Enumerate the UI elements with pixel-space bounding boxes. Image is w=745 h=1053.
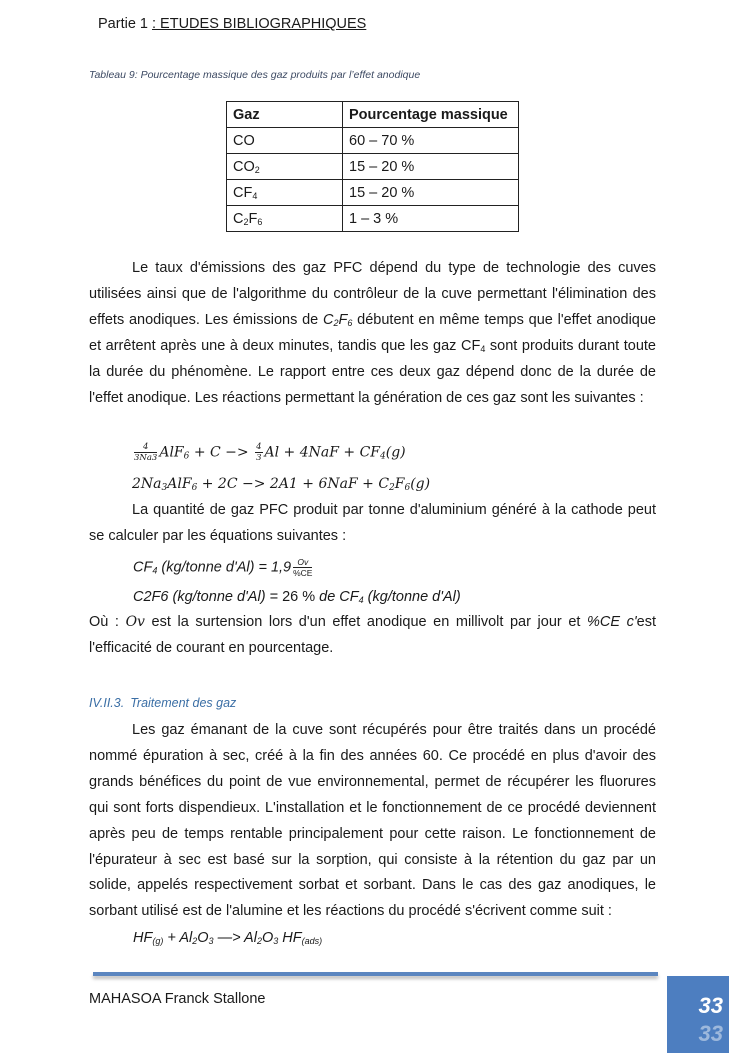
- section-number: IV.II.3.: [89, 696, 125, 710]
- table-cell-gaz: $CF_4$: [227, 180, 343, 206]
- gas-percentage-table: [226, 101, 519, 232]
- paragraph-definitions: Où : Ov est la surtension lors d'un effet anodique en millivolt par jour et %CE c'est l'efficacité de courant en pourcentage.: [89, 614, 656, 656]
- paragraph-pfc-quantity: La quantité de gaz PFC produit par tonne d'aluminium généré à la cathode peut se calculer par les équations suivantes :: [89, 502, 656, 544]
- header-title: : ETUDES BIBLIOGRAPHIQUES: [152, 16, 367, 32]
- paragraph-gas-treatment: Les gaz émanant de la cuve sont récupérés pour être traités dans un procédé nommé épuration à sec, créé à la fin des années 60. Ce procédé en plus d'avoir des grands bénéfices du point de vue environnemental, permet de récupérer les fluorures qui sont forts dispendieux. L'installation et le fonctionnement de ce procédé deviennent après peu de temps rentable principalement pour cette raison. Le fonctionnement de l'épurateur à sec est basé sur la sorption, qui consiste à la rétention du gaz par un solide, appelés respectivement sorbat et sorbant. Dans le cas des gaz anodiques, le sorbant utilisé est de l'alumine et les réactions du procédé s'écrivent comme suit :: [89, 722, 656, 920]
- table-cell-gaz: $C_2F_6$: [227, 206, 343, 232]
- page-number: 33: [698, 993, 723, 1018]
- table-cell-pct: 15 – 20 %: [343, 154, 519, 180]
- paragraph-pfc-emissions: Le taux d'émissions des gaz PFC dépend du type de technologie des cuves utilisées ainsi que de l'algorithme du contrôleur de la cuve permettant l'élimination des effets anodiques. Les émissions de $C_2F_6$ débutent en même temps que l'effet anodique et arrêtent après une à deux minutes, tandis que les gaz $CF_4$ sont produits durant toute la durée du phénomène. Le rapport entre ces deux gaz dépend donc de la durée de l'effet anodique. Les réactions permettant la génération de ces gaz sont les suivantes :: [89, 260, 656, 406]
- equation-reaction-2: $2Na_3AlF_6 + 2C -> 2A1 + 6NaF + C_2F_6(g)$: [132, 476, 431, 493]
- table-cell-pct: 60 – 70 %: [343, 128, 519, 154]
- table-cell-pct: 1 – 3 %: [343, 206, 519, 232]
- table-caption: Tableau 9: Pourcentage massique des gaz produits par l’effet anodique: [89, 69, 421, 81]
- page-number-ghost: 33: [698, 1021, 723, 1046]
- page-header: [98, 16, 366, 32]
- table-row: [227, 206, 519, 232]
- footer-author: MAHASOA Franck Stallone: [89, 991, 266, 1007]
- table-row: [227, 128, 519, 154]
- table-cell-pct: 15 – 20 %: [343, 180, 519, 206]
- table-header-pct: Pourcentage massique: [343, 102, 519, 128]
- equation-reaction-1: $\frac{4}{3Na3}$ AlF$_6$ + C −> $\frac{4}{3}$ $Al + 4NaF + CF_4(g)$: [134, 442, 406, 463]
- header-prefix: Partie 1: [98, 16, 152, 32]
- table-cell-gaz: CO: [227, 128, 343, 154]
- section-title: Traitement des gaz: [130, 696, 237, 710]
- table-row: [227, 180, 519, 206]
- equation-sorption: $HF_{(g)} + Al_2O_3$ —> $Al_2O_3$ $HF_{(ads)}$: [133, 930, 323, 946]
- table-header-row: [227, 102, 519, 128]
- table-header-gaz: Gaz: [227, 102, 343, 128]
- section-heading: [89, 696, 242, 710]
- footer-divider: [93, 972, 658, 976]
- table-row: [227, 154, 519, 180]
- formula-cf4: $CF_4$ (kg/tonne d'Al) = 1,9 $\frac{Ov}{\%CE}$: [133, 557, 313, 578]
- table-cell-gaz: $CO_2$: [227, 154, 343, 180]
- formula-c2f6: C2F6 (kg/tonne d'Al) = 26 % de $CF_4$ (kg/tonne d'Al): [133, 589, 461, 605]
